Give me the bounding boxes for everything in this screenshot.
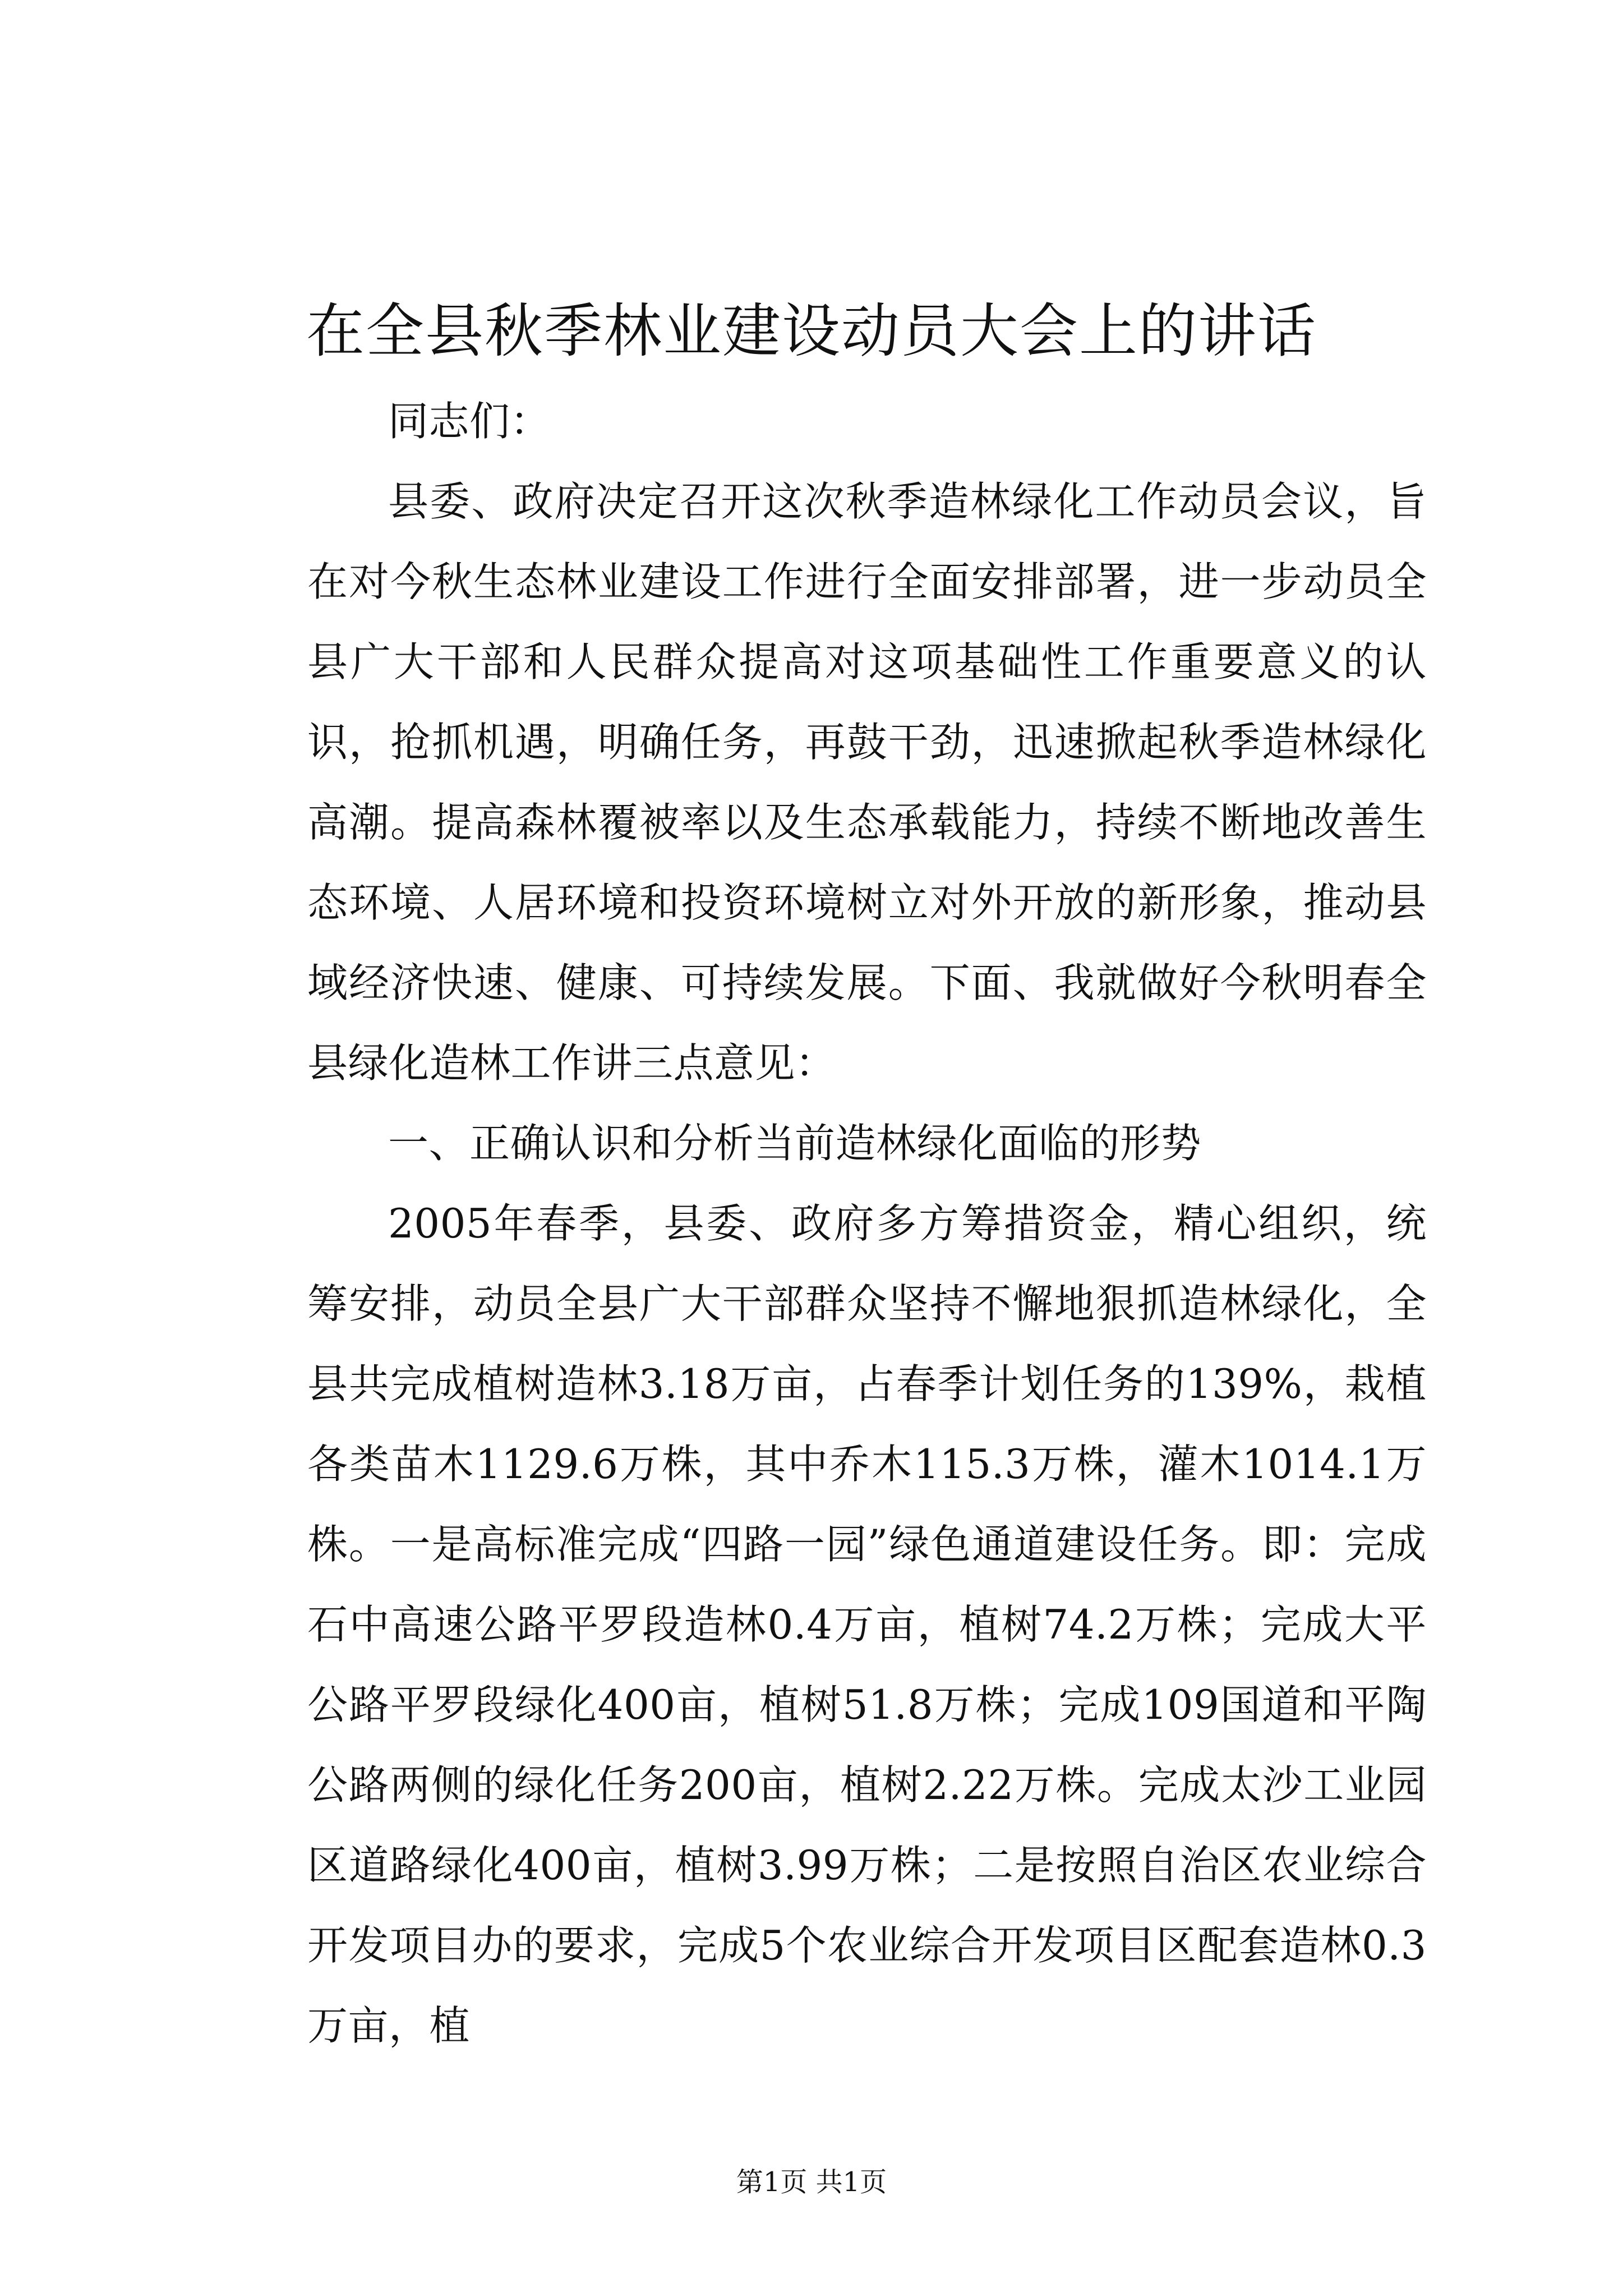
page-footer: 第1页 共1页	[736, 2166, 887, 2198]
salutation: 同志们：	[388, 398, 551, 445]
paragraph-intro: 县委、政府决定召开这次秋季造林绿化工作动员会议，旨在对今秋生态林业建设工作进行全面安排部署，进一步动员全县广大干部和人民群众提高对这项基础性工作重要意义的认识，抢抓机遇，明确任务，再鼓干劲，迅速掀起秋季造林绿化高潮。提高森林覆被率以及生态承载能力，持续不断地改善生态环境、人居环境和投资环境树立对外开放的新形象，推动县域经济快速、健康、可持续发展。下面、我就做好今秋明春全县绿化造林工作讲三点意见：	[307, 478, 1427, 1087]
document-body	[307, 381, 1427, 2066]
document-title: 在全县秋季林业建设动员大会上的讲话	[306, 297, 1317, 365]
paragraph-spring-progress: 2005年春季，县委、政府多方筹措资金，精心组织，统筹安排，动员全县广大干部群众坚持不懈地狠抓造林绿化，全县共完成植树造林3.18万亩，占春季计划任务的139%，栽植各类苗木1129.6万株，其中乔木115.3万株，灌木1014.1万株。一是高标准完成“四路一园”绿色通道建设任务。即：完成石中高速公路平罗段造林0.4万亩，植树74.2万株；完成大平公路平罗段绿化400亩，植树51.8万株；完成109国道和平陶公路两侧的绿化任务200亩，植树2.22万株。完成太沙工业园区道路绿化400亩，植树3.99万株；二是按照自治区农业综合开发项目办的要求，完成5个农业综合开发项目区配套造林0.3万亩，植	[307, 1200, 1427, 2049]
section-heading-1: 一、正确认识和分析当前造林绿化面临的形势	[388, 1120, 1202, 1167]
